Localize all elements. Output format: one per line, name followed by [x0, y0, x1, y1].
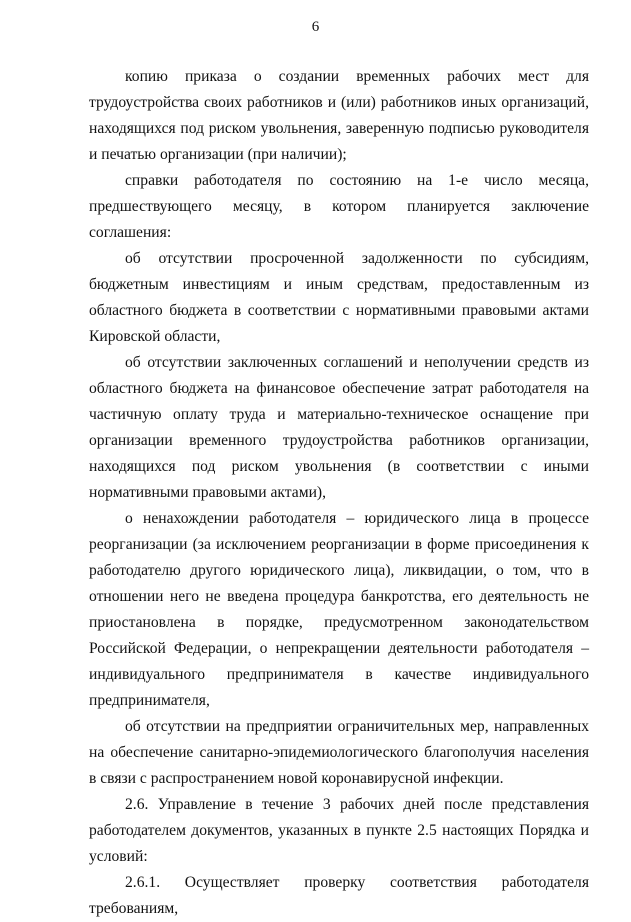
paragraph-no-overdue-debt: об отсутствии просроченной задолженности по субсидиям, бюджетным инвестициям и иным средствам, предоставленным из областного бюджета в соответствии с нормативными правовыми актами Кировской области, [89, 250, 589, 345]
paragraph-section-2-6: 2.6. Управление в течение 3 рабочих дней после представления работодателем документов, указанных в пункте 2.5 настоящих Порядка и условий: [89, 796, 589, 865]
paragraph-section-2-6-1: 2.6.1. Осуществляет проверку соответствия работодателя требованиям, [89, 874, 589, 917]
page-number: 6 [311, 19, 320, 35]
paragraph-no-reorganization: о ненахождении работодателя – юридического лица в процессе реорганизации (за исключением реорганизации в форме присоединения к работодателю другого юридического лица), ликвидации, о том, что в отношении него не введена процедура банкротства, его деятельность не приостановлена в порядке, предусмотренном законодательством Российской Федерации, о непрекращении деятельности работодателя – индивидуального предпринимателя в качестве индивидуального предпринимателя, [89, 510, 589, 709]
paragraph-no-restrictions: об отсутствии на предприятии ограничительных мер, направленных на обеспечение санитарно-эпидемиологического благополучия населения в связи с распространением новой коронавирусной инфекции. [89, 718, 589, 787]
document-body [89, 64, 589, 922]
paragraph-no-agreements: об отсутствии заключенных соглашений и неполучении средств из областного бюджета на финансовое обеспечение затрат работодателя на частичную оплату труда и материально-техническое оснащение при организации временного трудоустройства работников организации, находящихся под риском увольнения (в соответствии с иными нормативными правовыми актами), [89, 354, 589, 501]
paragraph-employer-certificates: справки работодателя по состоянию на 1-е число месяца, предшествующего месяцу, в котором планируется заключение соглашения: [89, 172, 589, 241]
paragraph-order-copy: копию приказа о создании временных рабочих мест для трудоустройства своих работников и (или) работников иных организаций, находящихся под риском увольнения, заверенную подписью руководителя и печатью организации (при наличии); [89, 68, 589, 163]
